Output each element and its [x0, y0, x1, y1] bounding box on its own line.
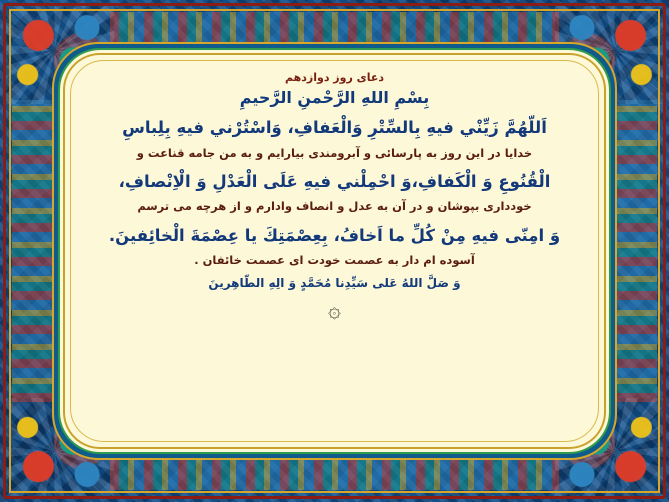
page-title: دعای روز دوازدهم: [284, 71, 385, 84]
salawat-line: وَ صَلَّ اللهُ عَلى سَیِّدِنا مُحَمَّدٍ وَ الِهِ الطّاهِرینَ: [208, 276, 461, 291]
persian-line-3: آسوده ام دار به عصمت خودت ای عصمت خائفان .: [194, 253, 475, 268]
persian-line-1: خدایا در این روز به پارسائی و آبرومندی بیارایم و به من جامه قناعت و: [136, 145, 533, 160]
arabic-line-3: وَ امِنّى فیهِ مِنْ كُلِّ ما اَخافُ، بِعِصْمَتِكَ یا عِصْمَةَ الْخائِفینَ.: [108, 225, 561, 245]
persian-line-2: خودداری بپوشان و در آن به عدل و انصاف وادارم و از هرچه می ترسم: [137, 199, 532, 214]
content-panel-inner: [70, 60, 599, 442]
content-panel: [58, 48, 611, 454]
ornament-band-right: [615, 100, 657, 402]
ornament-band-left: [12, 100, 54, 402]
content-panel-wrapper: [52, 42, 617, 460]
arabic-line-2: الْقُنُوعِ وَ الْكَفافِ،وَ احْمِلْني فیهِ عَلَى الْعَدْلِ وَ الْاِنْصافِ،: [118, 171, 551, 191]
bismillah-line: بِسْمِ اللهِ الرَّحْمنِ الرَّحیمِ: [239, 88, 430, 107]
calligraphy-seal: ۞: [328, 298, 341, 324]
arabic-line-1: اَللّهُمَّ زَیِّنْي فیهِ بِالسِّتْرِ وَالْعَفافِ، وَاسْتُرْني فیهِ بِلِباسِ: [122, 118, 547, 137]
